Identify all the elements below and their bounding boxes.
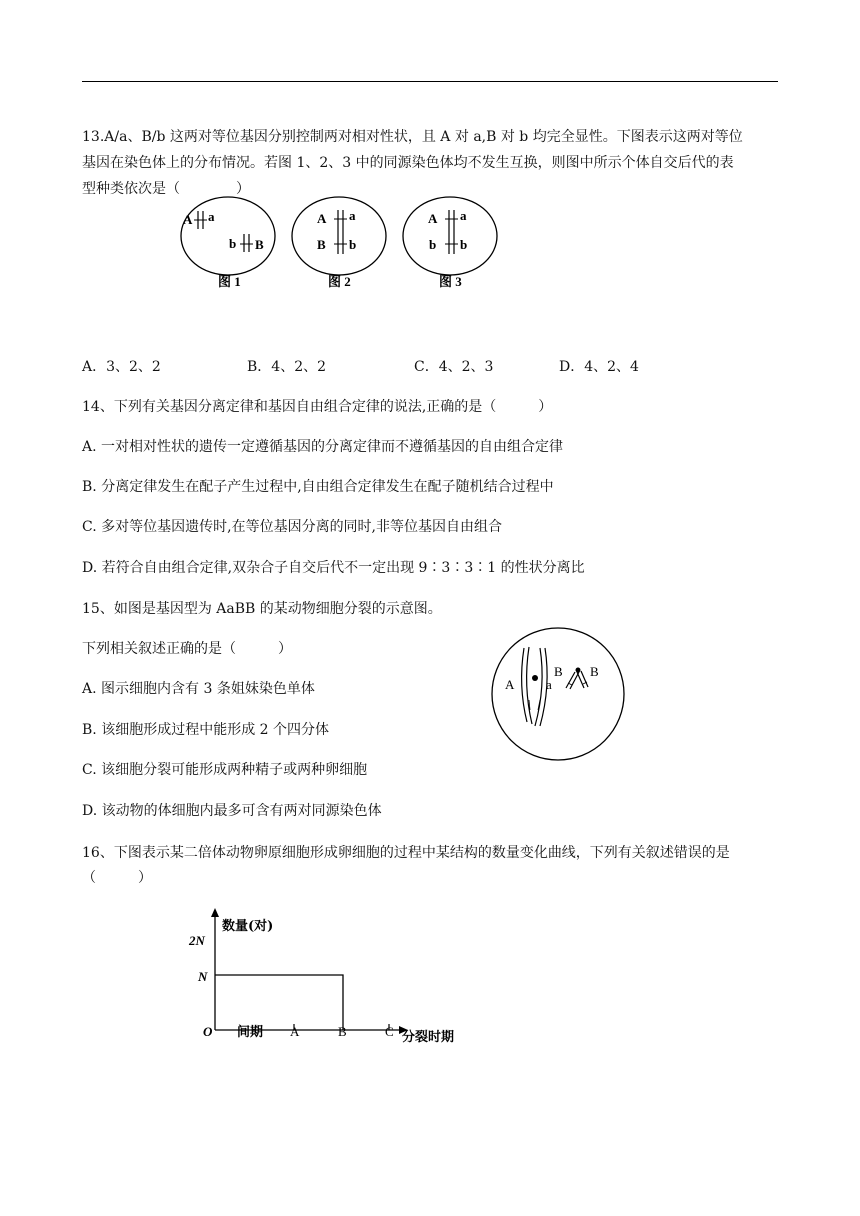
x-tick-origin: O (203, 1024, 213, 1039)
header-rule (82, 81, 778, 82)
q13-figures (180, 196, 480, 296)
fig3-gene-1: A (428, 211, 438, 226)
q13-option-c[interactable]: C．4、2、3 (414, 359, 494, 375)
y-axis-arrow (211, 908, 219, 917)
fig3-caption: 图 3 (439, 274, 462, 289)
q14-stem: 14、下列有关基因分离定律和基因自由组合定律的说法,正确的是（ ） (82, 399, 553, 415)
q15-cell-figure (480, 626, 636, 762)
q15-gene-2: a (546, 677, 552, 692)
q14-option-a[interactable]: A. 一对相对性状的遗传一定遵循基因的分离定律而不遵循基因的自由组合定律 (82, 439, 564, 455)
y-tick-2n: 2N (189, 933, 205, 948)
q15-option-a[interactable]: A. 图示细胞内含有 3 条姐妹染色单体 (82, 681, 315, 697)
q15-stem-line1: 15、如图是基因型为 AaBB 的某动物细胞分裂的示意图。 (82, 601, 442, 617)
figure-2 (292, 197, 386, 289)
q15-gene-3: B (554, 664, 563, 679)
q14-option-b[interactable]: B. 分离定律发生在配子产生过程中,自由组合定律发生在配子随机结合过程中 (82, 479, 554, 495)
q13-stem-line2: 基因在染色体上的分布情况。若图 1、2、3 中的同源染色体均不发生互换，则图中所示个体自交后代的表 (82, 155, 734, 171)
fig2-gene-2: a (349, 208, 356, 223)
chromosome-large (522, 647, 548, 726)
y-tick-n: N (198, 969, 208, 984)
x-axis-label: 分裂时期 (402, 1030, 455, 1045)
fig2-gene-4: b (349, 237, 357, 252)
fig3-gene-4: b (460, 237, 468, 252)
figure-1 (181, 197, 275, 289)
q13-option-a[interactable]: A．3、2、2 (82, 359, 161, 375)
q15-option-d[interactable]: D. 该动物的体细胞内最多可含有两对同源染色体 (82, 803, 382, 819)
q15-gene-1: A (505, 677, 515, 692)
q15-stem-line2: 下列相关叙述正确的是（ ） (82, 641, 292, 657)
figure-3 (403, 197, 497, 289)
fig1-caption: 图 1 (218, 274, 241, 289)
q16-chart (180, 908, 480, 1048)
fig2-gene-1: A (317, 211, 327, 226)
x-tick-c: C (385, 1024, 394, 1039)
q14-option-c[interactable]: C. 多对等位基因遗传时,在等位基因分离的同时,非等位基因自由组合 (82, 519, 503, 535)
q13-stem-line3: 型种类依次是（ ） (82, 181, 250, 197)
fig1-gene-1: A (183, 212, 193, 227)
q15-gene-4: B (590, 664, 599, 679)
q13-stem-line1: 13.A/a、B/b 这两对等位基因分别控制两对相对性状，且 A 对 a,B 对 b 均完全显性。下图表示这两对等位 (82, 129, 743, 145)
x-tick-a: A (290, 1024, 300, 1039)
chromosome-small (566, 668, 588, 690)
x-tick-interphase: 间期 (237, 1025, 264, 1040)
q16-stem-line2: （ ） (82, 870, 152, 886)
fig2-caption: 图 2 (328, 274, 351, 289)
q13-option-d[interactable]: D．4、2、4 (559, 359, 639, 375)
fig2-gene-3: B (317, 237, 326, 252)
q14-option-d[interactable]: D. 若符合自由组合定律,双杂合子自交后代不一定出现 9∶3∶3∶1 的性状分离比 (82, 560, 585, 576)
fig3-gene-2: a (460, 208, 467, 223)
y-axis-label: 数量(对) (222, 919, 274, 934)
fig1-gene-3: b (229, 236, 237, 251)
series-line (215, 975, 343, 1030)
q15-option-b[interactable]: B. 该细胞形成过程中能形成 2 个四分体 (82, 722, 329, 738)
q15-option-c[interactable]: C. 该细胞分裂可能形成两种精子或两种卵细胞 (82, 762, 368, 778)
fig3-gene-3: b (429, 237, 437, 252)
fig1-gene-2: a (208, 209, 215, 224)
q13-option-b[interactable]: B．4、2、2 (247, 359, 327, 375)
fig1-gene-4: B (255, 237, 264, 252)
q16-stem-line1: 16、下图表示某二倍体动物卵原细胞形成卵细胞的过程中某结构的数量变化曲线，下列有关叙述错误的是 (82, 845, 730, 861)
x-tick-b: B (338, 1024, 347, 1039)
